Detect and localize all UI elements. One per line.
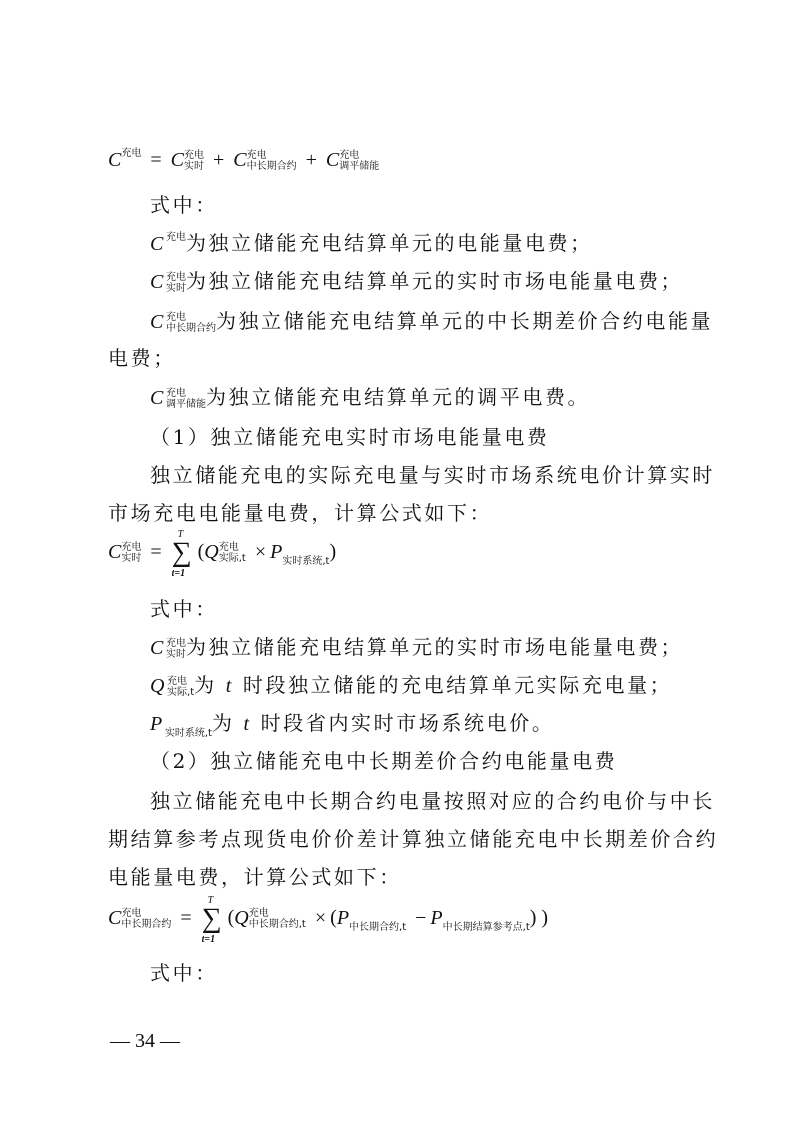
where-label: 式中：	[150, 193, 218, 217]
superscript: 充电	[183, 150, 204, 162]
superscript: 充电	[165, 271, 186, 283]
symbol-c: C	[150, 311, 166, 333]
sum-lower-limit: t=1	[171, 568, 186, 579]
definition-q-actual	[150, 672, 672, 699]
definition-p-realtime	[150, 710, 554, 739]
equals-sign: =	[150, 149, 162, 171]
subscript: 中长期合约,t	[349, 921, 407, 933]
page-number: — 34 —	[110, 1030, 180, 1052]
superscript: 充电	[165, 637, 186, 649]
superscript: 充电	[165, 232, 186, 243]
definition-text: 为独立储能充电结算单元的实时市场电能量电费；	[185, 635, 684, 659]
plus-sign: +	[212, 149, 225, 171]
multiply-sign: ×	[314, 906, 327, 929]
subscript: 实时	[165, 282, 186, 294]
symbol-c: C	[108, 149, 122, 171]
equals-sign: =	[150, 540, 162, 563]
subscript: 中长期合约,t	[248, 919, 306, 930]
paragraph-1-line-2: 市场充电电能量电费，计算公式如下：	[108, 501, 493, 525]
definition-text: 为独立储能充电结算单元的电能量电费；	[185, 231, 593, 255]
subscript: 调平储能	[165, 398, 206, 410]
symbol-c: C	[325, 149, 340, 171]
subscript: 实际,t	[218, 553, 246, 564]
symbol-c: C	[150, 233, 166, 255]
paragraph-2-line-3: 电能量电费，计算公式如下：	[108, 865, 402, 889]
sum-upper-limit: T	[177, 529, 184, 540]
symbol-c: C	[150, 271, 166, 293]
superscript: 充电	[218, 542, 239, 553]
paragraph-2-line-2: 期结算参考点现货电价价差计算独立储能充电中长期差价合约	[108, 827, 719, 851]
equals-sign: =	[180, 906, 192, 929]
section-heading-1: （1）独立储能充电实时市场电能量电费	[150, 425, 550, 449]
subscript: 调平储能	[339, 161, 380, 173]
superscript: 充电	[121, 148, 142, 159]
symbol-q: Q	[150, 675, 168, 697]
symbol-p: P	[430, 906, 443, 929]
symbol-p: P	[150, 713, 165, 735]
summation-symbol: T ∑ t=1	[201, 895, 222, 945]
superscript: 充电	[248, 908, 269, 919]
definition-prefix: 为	[211, 711, 235, 735]
definition-c-midlong	[150, 308, 713, 335]
summation-symbol: T ∑ t=1	[171, 529, 192, 579]
superscript: 充电	[121, 542, 142, 553]
superscript: 充电	[246, 150, 267, 162]
sum-lower-limit: t=1	[201, 934, 216, 945]
subscript: 中长期合约	[121, 919, 172, 930]
minus-sign: −	[415, 906, 427, 929]
definition-text: 时段独立储能的充电结算单元实际充电量；	[242, 673, 673, 697]
subscript: 实时系统,t	[282, 555, 330, 567]
sum-upper-limit: T	[207, 895, 214, 906]
formula-realtime-fee: C 充电 实时 = T ∑ t=1 (Q 充电 实际,t × P 实时系统,t )	[108, 529, 337, 579]
plus-sign: +	[305, 149, 317, 171]
multiply-sign: ×	[254, 540, 267, 563]
paragraph-2-line-1: 独立储能充电中长期合约电量按照对应的合约电价与中长	[150, 789, 715, 813]
superscript: 充电	[121, 908, 142, 919]
superscript: 充电	[339, 150, 360, 162]
definition-c-balancing	[150, 384, 590, 411]
formula-midlong-fee: C 充电 中长期合约 = T ∑ t=1 (Q 充电 中长期合约,t × (P 中长期合约,t − P 中长期结算参考点,t ) )	[108, 895, 549, 945]
subscript: 实时	[165, 648, 186, 660]
definition-continuation: 电费；	[108, 346, 176, 370]
symbol-c: C	[233, 149, 247, 171]
subscript: 实时	[121, 553, 142, 564]
superscript: 充电	[165, 311, 186, 323]
formula-total-charge-fee	[108, 148, 379, 172]
subscript: 中长期结算参考点,t	[442, 921, 530, 933]
definition-c-charge	[150, 230, 593, 257]
section-heading-2: （2）独立储能充电中长期差价合约电能量电费	[150, 749, 618, 773]
subscript: 实时	[183, 161, 204, 173]
superscript: 充电	[165, 387, 186, 399]
symbol-c: C	[108, 540, 122, 563]
definition-text: 为独立储能充电结算单元的调平电费。	[205, 385, 591, 409]
symbol-p: P	[336, 906, 350, 929]
where-label: 式中：	[150, 597, 218, 621]
symbol-p: P	[270, 540, 283, 563]
where-label: 式中：	[150, 961, 218, 985]
symbol-c: C	[170, 149, 184, 171]
variable-t: t	[243, 713, 252, 735]
definition-text: 为独立储能充电结算单元的实时市场电能量电费；	[185, 269, 684, 293]
symbol-c: C	[150, 637, 166, 659]
subscript: 实时系统,t	[164, 728, 212, 739]
subscript: 实际,t	[167, 686, 195, 698]
subscript: 中长期合约	[246, 161, 297, 173]
paragraph-1-line-1: 独立储能充电的实际充电量与实时市场系统电价计算实时	[150, 463, 715, 487]
definition-text: 为独立储能充电结算单元的中长期差价合约电能量	[215, 309, 714, 333]
definition-text: 时段省内实时市场系统电价。	[260, 711, 555, 735]
symbol-c: C	[150, 387, 166, 409]
definition-c-realtime	[150, 268, 683, 295]
subscript: 中长期合约	[165, 322, 216, 334]
definition-prefix: 为	[194, 673, 217, 697]
symbol-c: C	[108, 906, 122, 929]
symbol-q: Q	[204, 540, 219, 563]
superscript: 充电	[167, 675, 188, 687]
symbol-q: Q	[234, 906, 249, 929]
variable-t: t	[225, 675, 234, 697]
definition-c-realtime-2	[150, 634, 683, 661]
